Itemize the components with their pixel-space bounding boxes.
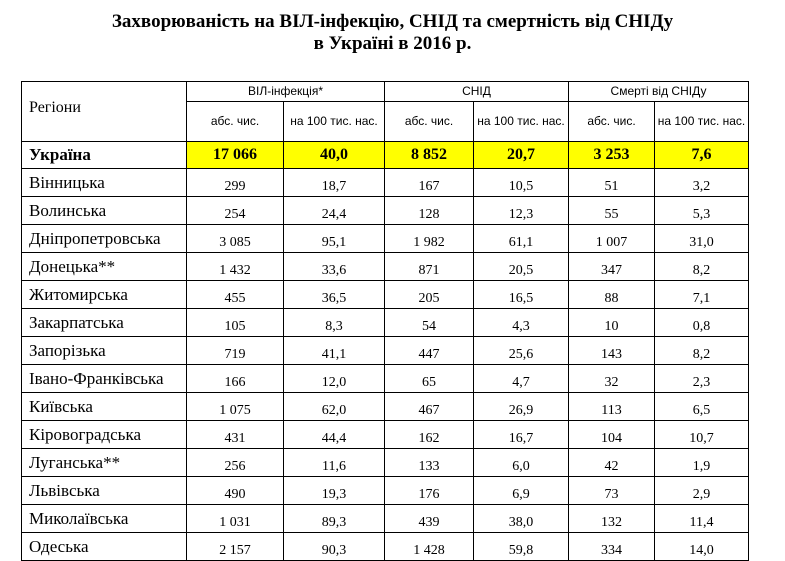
value-cell: 33,6 xyxy=(284,253,385,281)
value-cell: 8,3 xyxy=(284,309,385,337)
value-cell: 17 066 xyxy=(187,142,284,169)
value-cell: 7,1 xyxy=(655,281,749,309)
value-cell: 95,1 xyxy=(284,225,385,253)
document-title: Захворюваність на ВІЛ-інфекцію, СНІД та смертність від СНІДу xyxy=(111,11,674,32)
region-name: Івано-Франківська xyxy=(22,365,187,393)
value-cell: 10 xyxy=(569,309,655,337)
value-cell: 8,2 xyxy=(655,253,749,281)
table-row xyxy=(22,365,749,393)
value-cell: 40,0 xyxy=(284,142,385,169)
value-cell: 12,3 xyxy=(474,197,569,225)
region-name: Миколаївська xyxy=(22,505,187,533)
value-cell: 6,0 xyxy=(474,449,569,477)
value-cell: 490 xyxy=(187,477,284,505)
value-cell: 439 xyxy=(385,505,474,533)
value-cell: 1 432 xyxy=(187,253,284,281)
region-name: Україна xyxy=(22,142,187,169)
regions-header: Регіони xyxy=(22,82,187,142)
value-cell: 38,0 xyxy=(474,505,569,533)
value-cell: 162 xyxy=(385,421,474,449)
value-cell: 42 xyxy=(569,449,655,477)
value-cell: 26,9 xyxy=(474,393,569,421)
value-cell: 6,5 xyxy=(655,393,749,421)
value-cell: 467 xyxy=(385,393,474,421)
value-cell: 1 982 xyxy=(385,225,474,253)
value-cell: 89,3 xyxy=(284,505,385,533)
per100-header: на 100 тис. нас. xyxy=(284,102,385,142)
value-cell: 105 xyxy=(187,309,284,337)
value-cell: 104 xyxy=(569,421,655,449)
per100-header: на 100 тис. нас. xyxy=(655,102,749,142)
value-cell: 31,0 xyxy=(655,225,749,253)
total-row xyxy=(22,142,749,169)
per100-header: на 100 тис. нас. xyxy=(474,102,569,142)
value-cell: 4,7 xyxy=(474,365,569,393)
table-row xyxy=(22,421,749,449)
region-name: Дніпропетровська xyxy=(22,225,187,253)
value-cell: 16,5 xyxy=(474,281,569,309)
value-cell: 0,8 xyxy=(655,309,749,337)
value-cell: 18,7 xyxy=(284,169,385,197)
region-name: Одеська xyxy=(22,533,187,561)
table-row xyxy=(22,197,749,225)
table-row xyxy=(22,337,749,365)
value-cell: 3,2 xyxy=(655,169,749,197)
value-cell: 7,6 xyxy=(655,142,749,169)
value-cell: 25,6 xyxy=(474,337,569,365)
value-cell: 133 xyxy=(385,449,474,477)
value-cell: 4,3 xyxy=(474,309,569,337)
table-row xyxy=(22,449,749,477)
region-name: Львівська xyxy=(22,477,187,505)
region-name: Луганська** xyxy=(22,449,187,477)
value-cell: 128 xyxy=(385,197,474,225)
value-cell: 32 xyxy=(569,365,655,393)
document-subtitle: в Україні в 2016 р. xyxy=(313,33,472,54)
abs-header: абс. чис. xyxy=(385,102,474,142)
deaths-group-header: Смерті від СНІДу xyxy=(569,82,749,102)
value-cell: 3 085 xyxy=(187,225,284,253)
value-cell: 24,4 xyxy=(284,197,385,225)
value-cell: 132 xyxy=(569,505,655,533)
value-cell: 62,0 xyxy=(284,393,385,421)
value-cell: 44,4 xyxy=(284,421,385,449)
value-cell: 455 xyxy=(187,281,284,309)
table-row xyxy=(22,169,749,197)
value-cell: 8 852 xyxy=(385,142,474,169)
table-row xyxy=(22,505,749,533)
value-cell: 431 xyxy=(187,421,284,449)
value-cell: 256 xyxy=(187,449,284,477)
value-cell: 51 xyxy=(569,169,655,197)
value-cell: 334 xyxy=(569,533,655,561)
value-cell: 1 428 xyxy=(385,533,474,561)
abs-header: абс. чис. xyxy=(187,102,284,142)
value-cell: 1,9 xyxy=(655,449,749,477)
table-row xyxy=(22,309,749,337)
value-cell: 65 xyxy=(385,365,474,393)
value-cell: 205 xyxy=(385,281,474,309)
aids-group-header: СНІД xyxy=(385,82,569,102)
value-cell: 10,5 xyxy=(474,169,569,197)
value-cell: 20,5 xyxy=(474,253,569,281)
region-name: Вінницька xyxy=(22,169,187,197)
value-cell: 14,0 xyxy=(655,533,749,561)
table-row xyxy=(22,393,749,421)
value-cell: 88 xyxy=(569,281,655,309)
value-cell: 73 xyxy=(569,477,655,505)
value-cell: 719 xyxy=(187,337,284,365)
value-cell: 2,3 xyxy=(655,365,749,393)
value-cell: 19,3 xyxy=(284,477,385,505)
region-name: Запорізька xyxy=(22,337,187,365)
value-cell: 8,2 xyxy=(655,337,749,365)
table-row xyxy=(22,225,749,253)
hiv-group-header: ВІЛ-інфекція* xyxy=(187,82,385,102)
region-name: Кіровоградська xyxy=(22,421,187,449)
value-cell: 166 xyxy=(187,365,284,393)
region-name: Донецька** xyxy=(22,253,187,281)
table-row xyxy=(22,477,749,505)
value-cell: 299 xyxy=(187,169,284,197)
value-cell: 1 075 xyxy=(187,393,284,421)
region-name: Волинська xyxy=(22,197,187,225)
table-row xyxy=(22,533,749,561)
value-cell: 2 157 xyxy=(187,533,284,561)
table-row xyxy=(22,281,749,309)
value-cell: 254 xyxy=(187,197,284,225)
value-cell: 36,5 xyxy=(284,281,385,309)
value-cell: 12,0 xyxy=(284,365,385,393)
value-cell: 3 253 xyxy=(569,142,655,169)
region-name: Житомирська xyxy=(22,281,187,309)
value-cell: 55 xyxy=(569,197,655,225)
value-cell: 6,9 xyxy=(474,477,569,505)
value-cell: 113 xyxy=(569,393,655,421)
value-cell: 54 xyxy=(385,309,474,337)
value-cell: 10,7 xyxy=(655,421,749,449)
region-name: Закарпатська xyxy=(22,309,187,337)
value-cell: 16,7 xyxy=(474,421,569,449)
abs-header: абс. чис. xyxy=(569,102,655,142)
value-cell: 167 xyxy=(385,169,474,197)
value-cell: 871 xyxy=(385,253,474,281)
value-cell: 61,1 xyxy=(474,225,569,253)
value-cell: 143 xyxy=(569,337,655,365)
table-row xyxy=(22,253,749,281)
value-cell: 11,6 xyxy=(284,449,385,477)
value-cell: 59,8 xyxy=(474,533,569,561)
value-cell: 447 xyxy=(385,337,474,365)
value-cell: 11,4 xyxy=(655,505,749,533)
value-cell: 347 xyxy=(569,253,655,281)
value-cell: 1 007 xyxy=(569,225,655,253)
region-name: Київська xyxy=(22,393,187,421)
statistics-table xyxy=(21,81,749,561)
value-cell: 2,9 xyxy=(655,477,749,505)
value-cell: 1 031 xyxy=(187,505,284,533)
value-cell: 41,1 xyxy=(284,337,385,365)
value-cell: 20,7 xyxy=(474,142,569,169)
value-cell: 90,3 xyxy=(284,533,385,561)
value-cell: 176 xyxy=(385,477,474,505)
value-cell: 5,3 xyxy=(655,197,749,225)
